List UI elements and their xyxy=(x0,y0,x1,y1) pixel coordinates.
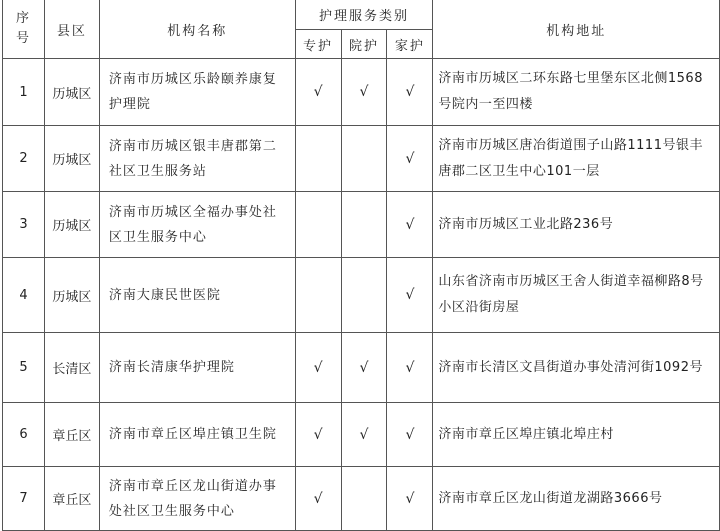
row-address: 山东省济南市历城区王舍人街道幸福柳路8号小区沿街房屋 xyxy=(433,258,720,333)
row-seq: 4 xyxy=(3,258,45,333)
row-address: 济南市章丘区埠庄镇北埠庄村 xyxy=(433,403,720,467)
row-yuanhu-check xyxy=(341,126,387,192)
row-name: 济南市章丘区龙山街道办事处社区卫生服务中心 xyxy=(99,467,295,531)
row-address: 济南市历城区工业北路236号 xyxy=(433,192,720,258)
row-address: 济南市章丘区龙山街道龙湖路3666号 xyxy=(433,467,720,531)
header-seq-bottom: 号 xyxy=(15,31,31,46)
row-jiahu-check: √ xyxy=(387,59,433,126)
row-seq: 3 xyxy=(3,192,45,258)
row-name: 济南大康民世医院 xyxy=(99,258,295,333)
row-seq: 7 xyxy=(3,467,45,531)
header-county: 县区 xyxy=(44,0,99,59)
header-seq-top: 序 xyxy=(15,11,31,26)
row-zhuanhu-check xyxy=(295,126,341,192)
header-seq xyxy=(3,0,45,59)
row-seq: 1 xyxy=(3,59,45,126)
row-jiahu-check: √ xyxy=(387,333,433,403)
table-row xyxy=(3,126,720,192)
header-address: 机构地址 xyxy=(433,0,720,59)
row-zhuanhu-check: √ xyxy=(295,59,341,126)
row-jiahu-check: √ xyxy=(387,126,433,192)
row-yuanhu-check: √ xyxy=(341,333,387,403)
header-service-group: 护理服务类别 xyxy=(295,0,433,30)
table-row xyxy=(3,467,720,531)
header-yuanhu: 院护 xyxy=(341,30,387,59)
row-county: 历城区 xyxy=(44,192,99,258)
row-address: 济南市长清区文昌街道办事处清河街1092号 xyxy=(433,333,720,403)
header-jiahu: 家护 xyxy=(387,30,433,59)
row-jiahu-check: √ xyxy=(387,467,433,531)
row-name: 济南长清康华护理院 xyxy=(99,333,295,403)
row-yuanhu-check: √ xyxy=(341,59,387,126)
header-zhuanhu: 专护 xyxy=(295,30,341,59)
header-name: 机构名称 xyxy=(99,0,295,59)
row-county: 历城区 xyxy=(44,126,99,192)
row-county: 章丘区 xyxy=(44,403,99,467)
table-row xyxy=(3,258,720,333)
row-jiahu-check: √ xyxy=(387,403,433,467)
row-zhuanhu-check: √ xyxy=(295,333,341,403)
row-name: 济南市章丘区埠庄镇卫生院 xyxy=(99,403,295,467)
row-seq: 2 xyxy=(3,126,45,192)
row-yuanhu-check xyxy=(341,467,387,531)
row-name: 济南市历城区全福办事处社区卫生服务中心 xyxy=(99,192,295,258)
row-zhuanhu-check xyxy=(295,258,341,333)
row-yuanhu-check xyxy=(341,258,387,333)
row-county: 历城区 xyxy=(44,59,99,126)
row-county: 章丘区 xyxy=(44,467,99,531)
row-seq: 5 xyxy=(3,333,45,403)
row-zhuanhu-check xyxy=(295,192,341,258)
row-zhuanhu-check: √ xyxy=(295,467,341,531)
row-jiahu-check: √ xyxy=(387,192,433,258)
row-jiahu-check: √ xyxy=(387,258,433,333)
table-row xyxy=(3,59,720,126)
table-row xyxy=(3,192,720,258)
row-county: 长清区 xyxy=(44,333,99,403)
row-yuanhu-check: √ xyxy=(341,403,387,467)
row-address: 济南市历城区唐冶街道围子山路1111号银丰唐郡二区卫生中心101一层 xyxy=(433,126,720,192)
row-name: 济南市历城区银丰唐郡第二社区卫生服务站 xyxy=(99,126,295,192)
institution-table xyxy=(2,0,720,531)
row-name: 济南市历城区乐龄颐养康复护理院 xyxy=(99,59,295,126)
row-zhuanhu-check: √ xyxy=(295,403,341,467)
row-yuanhu-check xyxy=(341,192,387,258)
table-row xyxy=(3,333,720,403)
row-county: 历城区 xyxy=(44,258,99,333)
row-seq: 6 xyxy=(3,403,45,467)
table-row xyxy=(3,403,720,467)
row-address: 济南市历城区二环东路七里堡东区北侧1568号院内一至四楼 xyxy=(433,59,720,126)
